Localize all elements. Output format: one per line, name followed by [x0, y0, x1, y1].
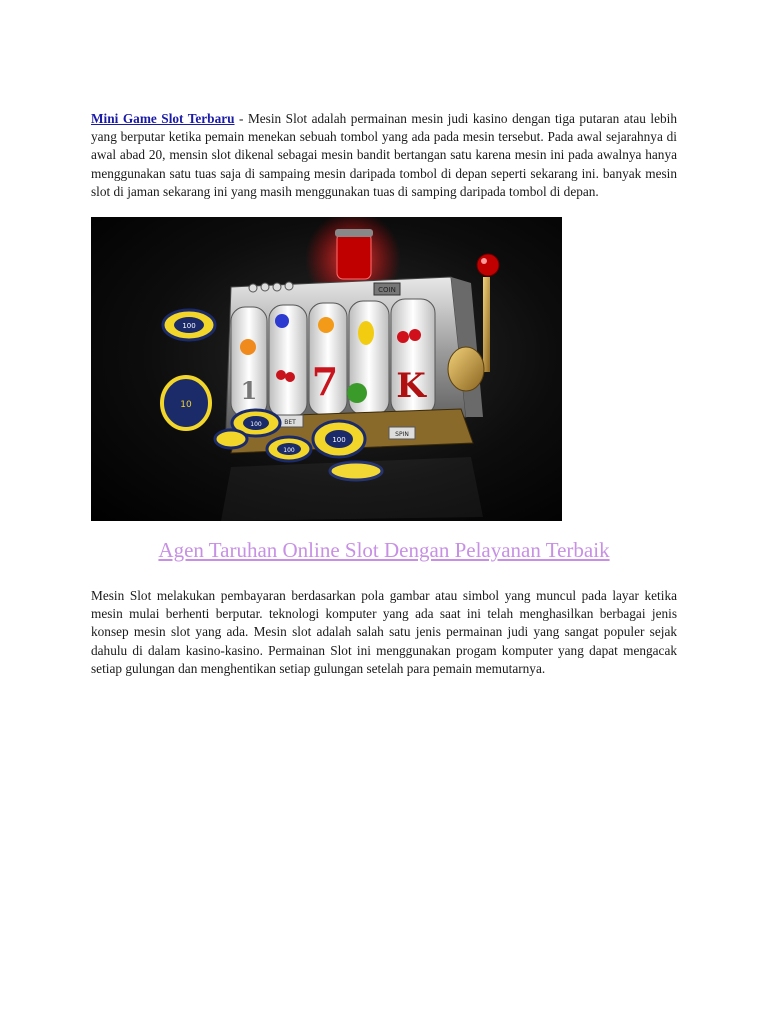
body-paragraph: Mesin Slot melakukan pembayaran berdasarkan pola gambar atau simbol yang muncul pada layar ketika mesin mulai berhenti berputar. teknologi komputer yang ada saat ini telah menghasilkan berbagai jenis konsep mesin slot yang ada. Mesin slot adalah salah satu jenis permainan judi yang sangat populer sejak dahulu di dalam kasino-kasino. Permainan Slot ini menggunakan progam komputer yang dapat mengacak setiap gulungan dan menghentikan setiap gulungan setelah para pemain memutarnya.	[91, 588, 677, 676]
slot-machine-illustration	[91, 217, 562, 521]
lever-knob-icon	[477, 254, 499, 276]
slot-machine-image	[91, 217, 562, 521]
red-light-icon	[337, 233, 371, 279]
intro-text: - Mesin Slot adalah permainan mesin judi kasino dengan tiga putaran atau lebih yang berputar ketika pemain menekan sebuah tombol yang ada pada mesin tersebut. Pada awal sejarahnya di awal abad 20, mensin slot dikenal sebagai mesin bandit bertangan satu karena mesin ini pada awalnya hanya menggunakan satu tuas saja di sampaing mesin daripada tombol di depan seperti sekarang ini. banyak mesin slot di jaman sekarang ini yang masih menggunakan tuas di samping daripada tombol di depan.	[91, 111, 677, 199]
intro-paragraph	[91, 110, 677, 201]
melon-icon	[347, 383, 367, 403]
section-heading-text: Agen Taruhan Online Slot Dengan Pelayanan Terbaik	[158, 538, 610, 563]
orange-icon	[318, 317, 334, 333]
cherry-icon	[397, 331, 409, 343]
mini-game-slot-link[interactable]: Mini Game Slot Terbaru	[91, 111, 235, 126]
reel-king: K	[396, 366, 426, 407]
orange-icon	[240, 339, 256, 355]
chip-label: 100	[332, 436, 346, 445]
document-page	[91, 110, 677, 678]
plum-icon	[275, 314, 289, 328]
cherry-icon	[276, 370, 286, 380]
coin-label: COIN	[378, 286, 396, 295]
reel-seven: 7	[311, 359, 339, 405]
spin-button-label: SPIN	[395, 431, 409, 439]
lever-hub	[448, 347, 484, 391]
bet-button-label: BET	[284, 419, 296, 427]
lever-arm	[483, 277, 490, 372]
chip-label: 100	[182, 322, 196, 331]
chip-label: 10	[180, 400, 192, 411]
reel-one: 1	[240, 376, 258, 406]
section-heading[interactable]	[91, 537, 677, 563]
pear-icon	[358, 321, 374, 345]
chip-label: 100	[250, 421, 262, 429]
chip-label: 100	[283, 447, 295, 455]
